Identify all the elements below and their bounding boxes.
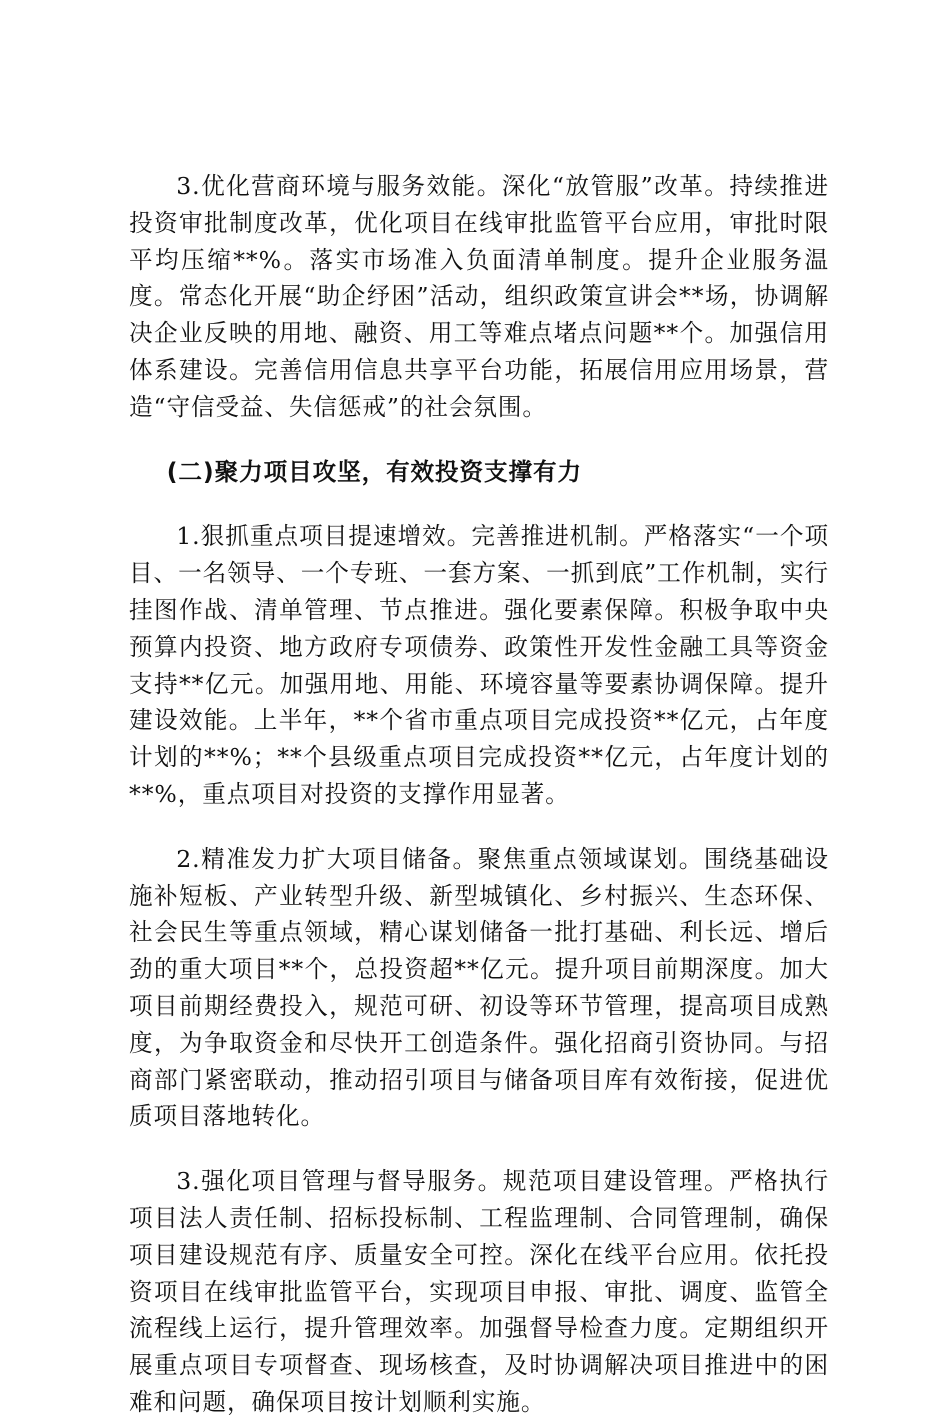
paragraph-gap — [129, 1135, 829, 1163]
paragraph-project-reserve: 2.精准发力扩大项目储备。聚焦重点领域谋划。围绕基础设施补短板、产业转型升级、新型城镇化、乡村振兴、生态环保、社会民生等重点领域，精心谋划储备一批打基础、利长远、增后劲的重大项目**个，总投资超**亿元。提升项目前期深度。加大项目前期经费投入，规范可研、初设等环节管理，提高项目成熟度，为争取资金和尽快开工创造条件。强化招商引资协同。与招商部门紧密联动，推动招引项目与储备项目库有效衔接，促进优质项目落地转化。 — [129, 844, 829, 1131]
section-heading-project-investment: (二)聚力项目攻坚，有效投资支撑有力 — [166, 457, 583, 486]
paragraph-business-environment: 3.优化营商环境与服务效能。深化“放管服”改革。持续推进投资审批制度改革，优化项目在线审批监管平台应用，审批时限平均压缩**%。落实市场准入负面清单制度。提升企业服务温度。常态化开展“助企纾困”活动，组织政策宣讲会**场，协调解决企业反映的用地、融资、用工等难点堵点问题**个。加强信用体系建设。完善信用信息共享平台功能，拓展信用应用场景，营造“守信受益、失信惩戒”的社会氛围。 — [129, 172, 829, 421]
paragraph-gap — [129, 426, 829, 454]
paragraph-gap — [129, 813, 829, 841]
paragraph-project-management: 3.强化项目管理与督导服务。规范项目建设管理。严格执行项目法人责任制、招标投标制、工程监理制、合同管理制，确保项目建设规范有序、质量安全可控。深化在线平台应用。依托投资项目在线审批监管平台，实现项目申报、审批、调度、监管全流程线上运行，提升管理效率。加强督导检查力度。定期组织开展重点项目专项督查、现场核查，及时协调解决项目推进中的困难和问题，确保项目按计划顺利实施。 — [129, 1167, 829, 1416]
paragraph-gap — [129, 490, 829, 518]
document-body — [129, 168, 829, 1421]
paragraph-key-projects: 1.狠抓重点项目提速增效。完善推进机制。严格落实“一个项目、一名领导、一个专班、一套方案、一抓到底”工作机制，实行挂图作战、清单管理、节点推进。强化要素保障。积极争取中央预算内投资、地方政府专项债券、政策性开发性金融工具等资金支持**亿元。加强用地、用能、环境容量等要素协调保障。提升建设效能。上半年，**个省市重点项目完成投资**亿元，占年度计划的**%；**个县级重点项目完成投资**亿元，占年度计划的**%，重点项目对投资的支撑作用显著。 — [129, 522, 829, 808]
